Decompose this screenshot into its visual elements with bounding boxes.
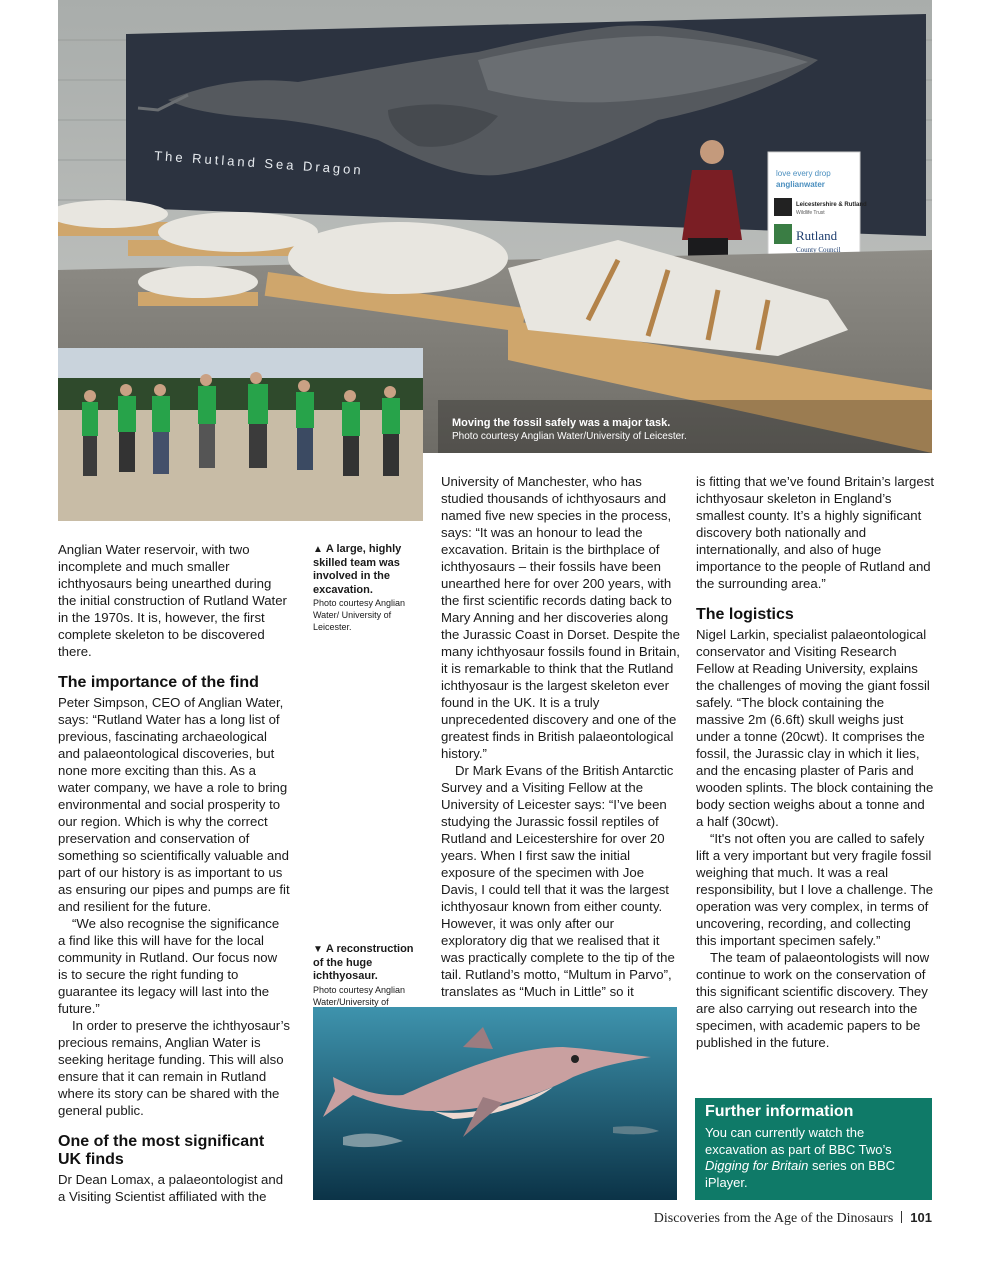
col1-para-1: Anglian Water reservoir, with two incomplete and much smaller ichthyosaurs being unearthed during the initial construction of Rutland Water in the 1970s. It is, however, the first complete skeleton to be discovered there. — [58, 542, 287, 659]
further-info-box — [695, 1098, 932, 1200]
info-body-show: Digging for Britain — [705, 1158, 809, 1173]
heading-significant: One of the most significant UK finds — [58, 1133, 265, 1168]
recon-caption-credit: Photo courtesy Anglian Water/University of — [313, 984, 406, 1007]
col3-para-1: University of Manchester, who has studied thousands of ichthyosaurs and named five new species in the process, says: “It was an honour to lead the excavation. Britain is the birthplace of ichthyosaurs – their fossils have been unearthed here for over 200 years, with the first scientific records dating back to Mary Anning and her discoveries along the Jurassic Coast in Dorset. Despite the many ichthyosaur fossils found in Britain, it is remarkable to think that the Rutland ichthyosaur is the largest skeleton ever found in the UK. It is a truly unprecedented discovery and one of the greatest finds in British palaeontological history.” — [441, 474, 680, 761]
team-photo-illustration — [58, 348, 423, 521]
team-caption-title: A large, highly skilled team was involved in the excavation. — [313, 543, 402, 596]
fossil-caption-credit: Photo courtesy Anglian Water/University of Leicester. — [452, 431, 687, 442]
sign-line6: County Council — [796, 246, 841, 254]
col1-para-5: Dr Dean Lomax, a palaeontologist and a Visiting Scientist affiliated with the — [58, 1172, 284, 1204]
fossil-photo-caption — [452, 417, 752, 443]
sign-line4: Wildlife Trust — [796, 210, 825, 216]
col1-para-4: In order to preserve the ichthyosaur’s precious remains, Anglian Water is seeking heritage funding. This will also ensure that it can remain in Rutland where its story can be shared with the general public. — [58, 1018, 290, 1118]
team-caption-credit: Photo courtesy Anglian Water/ University of Leicester. — [313, 598, 406, 632]
col4-para-3: “It's not often you are called to safely lift a very important but very fragile fossil weighing that much. It was a real responsibility, but I love a challenge. The operation was very complex, in terms of uncovering, recording, and collecting this important specimen safely.” — [696, 831, 934, 948]
team-photo — [58, 348, 423, 521]
team-photo-caption — [313, 543, 425, 633]
info-box-title: Further information — [705, 1103, 854, 1120]
page-footer — [654, 1210, 932, 1227]
reconstruction-image — [313, 1007, 677, 1200]
fossil-caption-title: Moving the fossil safely was a major task. — [452, 417, 671, 429]
sign-line1: love every drop — [776, 169, 831, 178]
down-arrow-icon: ▼ — [313, 944, 323, 955]
column-3 — [441, 473, 681, 1000]
banner-title: The Rutland Sea Dragon — [153, 148, 365, 178]
col4-para-2: Nigel Larkin, specialist palaeontological conservator and Visiting Research Fellow at Reading University, explains the challenges of moving the giant fossil safely. “The block containing the massive 2m (6.6ft) skull weighs just under a tonne (20cwt). It comprises the fossil, the Jurassic clay in which it lies, and the encasing plaster of Paris and wooden splints. The block containing the body section weighs about a tonne and a half (30cwt). — [696, 627, 934, 829]
reconstruction-illustration — [313, 1007, 677, 1200]
column-1 — [58, 541, 290, 1205]
page-number: 101 — [910, 1210, 932, 1225]
footer-title: Discoveries from the Age of the Dinosaurs — [653, 1211, 894, 1226]
info-body-pre: You can currently watch the excavation as part of BBC Two’s — [705, 1125, 892, 1157]
col1-para-2: Peter Simpson, CEO of Anglian Water, says: “Rutland Water has a long list of previous, fascinating archaeological and palaeontological discoveries, but none more exciting than this. As a water company, we have a role to bring environmental and social prosperity to our region. Which is why the correct preservation and conservation of something so scientifically valuable and part of our history is as important to us as ensuring our pipes and pumps are fit and resilient for the future. — [58, 695, 290, 914]
sign-line5: Rutland — [796, 228, 838, 243]
recon-caption-title: A reconstruction of the huge ichthyosaur. — [313, 943, 414, 982]
col3-para-2: Dr Mark Evans of the British Antarctic Survey and a Visiting Fellow at the University of Leicester says: “I’ve been studying the Jurassic fossil reptiles of Rutland and Leicestershire for over 20 years. When I first saw the initial exposure of the specimen with Joe Davis, I could tell that it was the largest ichthyosaur known from either county. However, it was only after our exploratory dig that we realised that it was practically complete to the tip of the tail. Rutland’s motto, “Multum in Parvo”, translates as “Much in Little” so it — [441, 763, 675, 999]
sign-line3: Leicestershire & Rutland — [796, 202, 867, 208]
col4-para-1: is fitting that we’ve found Britain’s largest ichthyosaur skeleton in England’s smallest county. It’s a highly significant discovery both nationally and internationally, and also of huge importance to the people of Rutland and the surrounding area.” — [696, 474, 934, 591]
up-arrow-icon: ▲ — [313, 544, 323, 555]
sign-line2: anglianwater — [776, 180, 825, 189]
heading-logistics: The logistics — [696, 606, 794, 623]
col4-para-4: The team of palaeontologists will now continue to work on the conservation of this significant scientific discovery. They are also carrying out research into the specimen, with academic papers to be published in the future. — [696, 950, 930, 1050]
info-body-post: series on BBC iPlayer. — [705, 1158, 896, 1190]
col1-para-3: “We also recognise the significance a find like this will have for the local community in Rutland. Our focus now is to secure the right funding to guarantee its legacy will last into the future.” — [58, 916, 280, 1016]
column-4 — [696, 473, 934, 1051]
info-box-body — [705, 1125, 922, 1191]
heading-importance: The importance of the find — [58, 674, 259, 691]
footer-divider — [901, 1211, 902, 1223]
